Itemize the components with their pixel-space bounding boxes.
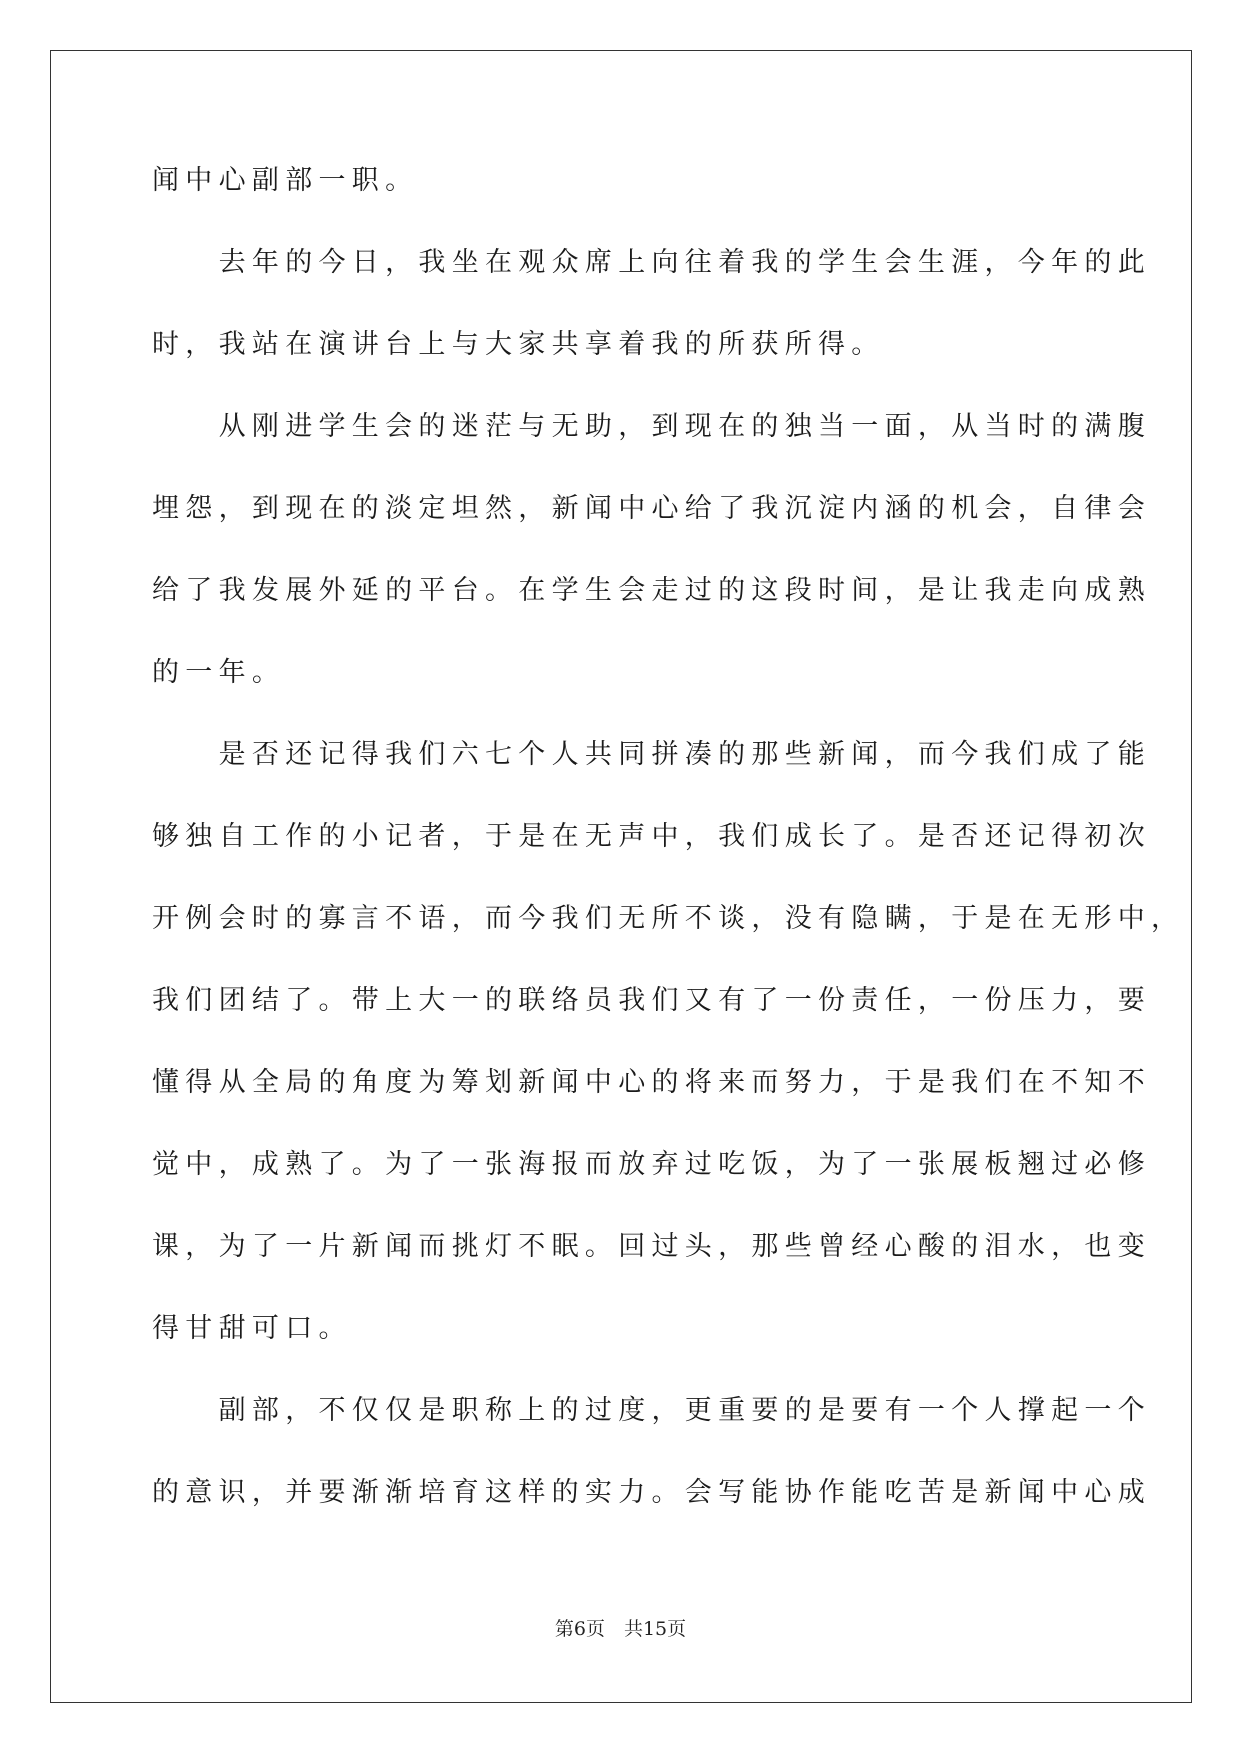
text-line: 开例会时的寡言不语，而今我们无所不谈，没有隐瞒，于是在无形中， <box>152 903 1185 934</box>
text-line: 是否还记得我们六七个人共同拼凑的那些新闻，而今我们成了能 <box>152 739 1151 770</box>
text-line: 的一年。 <box>152 657 286 688</box>
text-line: 觉中，成熟了。为了一张海报而放弃过吃饭，为了一张展板翘过必修 <box>152 1149 1151 1180</box>
document-body <box>152 156 1185 1550</box>
page-footer <box>0 1614 1241 1641</box>
text-line: 从刚进学生会的迷茫与无助，到现在的独当一面，从当时的满腹 <box>152 411 1151 442</box>
text-line: 埋怨，到现在的淡定坦然，新闻中心给了我沉淀内涵的机会，自律会 <box>152 493 1151 524</box>
text-line: 懂得从全局的角度为筹划新闻中心的将来而努力，于是我们在不知不 <box>152 1067 1151 1098</box>
text-line: 够独自工作的小记者，于是在无声中，我们成长了。是否还记得初次 <box>152 821 1151 852</box>
text-line: 我们团结了。带上大一的联络员我们又有了一份责任，一份压力，要 <box>152 985 1151 1016</box>
text-line: 给了我发展外延的平台。在学生会走过的这段时间，是让我走向成熟 <box>152 575 1151 606</box>
text-line: 课，为了一片新闻而挑灯不眠。回过头，那些曾经心酸的泪水，也变 <box>152 1231 1151 1262</box>
text-line: 的意识，并要渐渐培育这样的实力。会写能协作能吃苦是新闻中心成 <box>152 1477 1151 1508</box>
text-line: 闻中心副部一职。 <box>152 165 419 196</box>
text-line: 去年的今日，我坐在观众席上向往着我的学生会生涯，今年的此 <box>152 247 1151 278</box>
text-line: 时，我站在演讲台上与大家共享着我的所获所得。 <box>152 329 885 360</box>
text-line: 副部，不仅仅是职称上的过度，更重要的是要有一个人撑起一个 <box>152 1395 1151 1426</box>
text-line: 得甘甜可口。 <box>152 1313 352 1344</box>
page-number: 第6页 共15页 <box>554 1618 687 1640</box>
